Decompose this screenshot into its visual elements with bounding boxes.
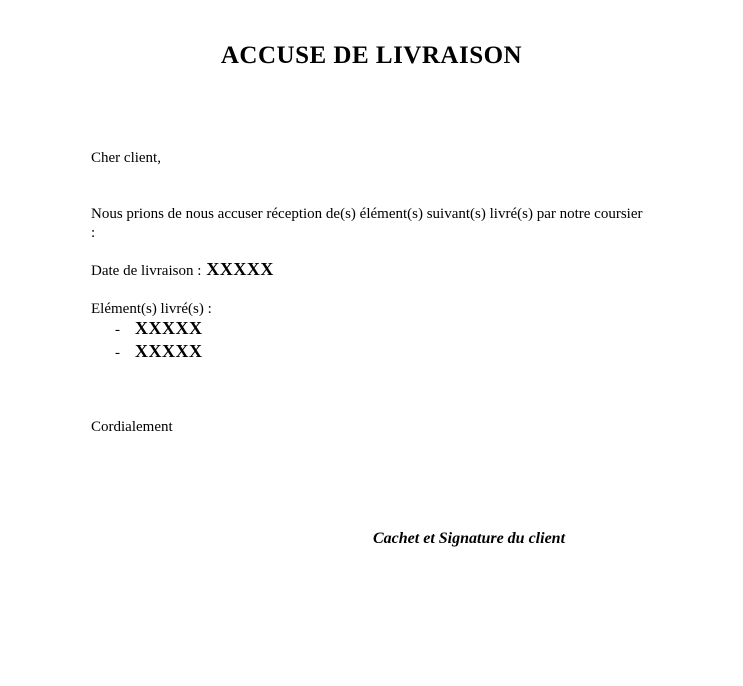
closing: Cordialement: [91, 419, 173, 435]
list-item: [115, 340, 203, 363]
document-title: ACCUSE DE LIVRAISON: [220, 42, 523, 69]
list-item: [115, 317, 203, 340]
delivery-date-label: Date de livraison :: [91, 263, 202, 279]
delivery-date-value: XXXXX: [206, 259, 274, 279]
delivered-items-label: Elément(s) livré(s) :: [91, 301, 212, 317]
signature-line: Cachet et Signature du client: [373, 530, 566, 547]
item-value: XXXXX: [135, 341, 203, 361]
salutation: Cher client,: [91, 150, 161, 166]
item-value: XXXXX: [135, 318, 203, 338]
hyphen-bullet: -: [115, 345, 120, 361]
hyphen-bullet: -: [115, 322, 120, 338]
delivered-items-list: [115, 317, 203, 363]
intro-paragraph: Nous prions de nous accuser réception de(s) élément(s) suivant(s) livré(s) par notre coursier :: [91, 206, 643, 241]
delivery-date-line: [91, 258, 274, 282]
